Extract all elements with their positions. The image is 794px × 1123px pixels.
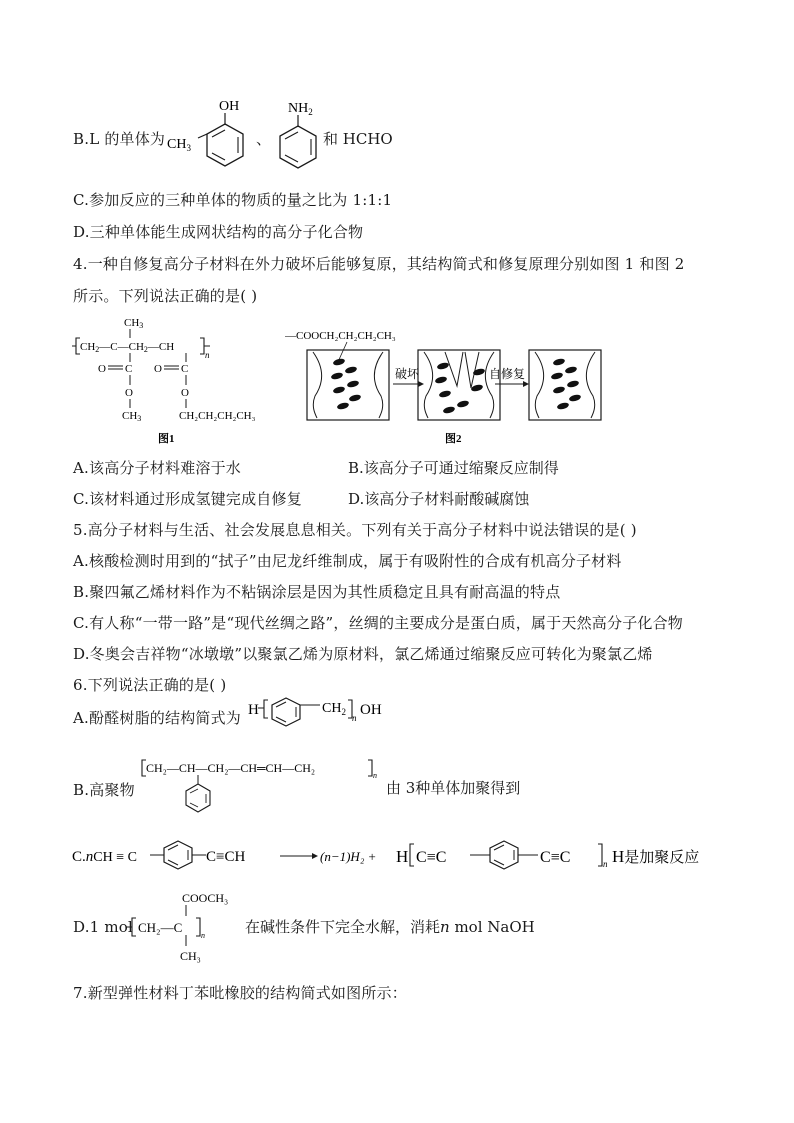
q6-optC-reaction [72, 834, 722, 878]
svg-text:COOCH₃: COOCH₃ [182, 891, 229, 905]
figure-1-polymer [72, 312, 282, 447]
svg-text:O: O [181, 387, 189, 399]
q4-stem-line1: 4.一种自修复高分子材料在外力破坏后能够复原，其结构简式和修复原理分别如图 1 和图 2 [73, 255, 685, 273]
svg-text:O: O [125, 387, 133, 399]
svg-text:OH: OH [360, 702, 382, 718]
q4-optA: A.该高分子材料难溶于水 [73, 459, 242, 477]
svg-text:n: n [352, 713, 357, 723]
svg-text:C≡C: C≡C [416, 849, 447, 866]
o-cresol-structure [165, 96, 255, 176]
q3-optB-prefix: B.L 的单体为 [73, 130, 166, 148]
svg-text:CH3: CH3 [124, 317, 144, 330]
q5-optD: D.冬奥会吉祥物“冰墩墩”以聚氯乙烯为原材料，氯乙烯通过缩聚反应可转化为聚氯乙烯 [73, 645, 653, 663]
svg-text:CH3: CH3 [122, 410, 142, 423]
svg-text:O: O [154, 363, 162, 375]
svg-text:O: O [98, 363, 106, 375]
q4-optD: D.该高分子材料耐酸碱腐蚀 [348, 490, 530, 508]
separator: 、 [256, 130, 272, 148]
svg-text:CH₂CH₂CH₂CH₃: CH₂CH₂CH₂CH₃ [179, 410, 256, 422]
svg-text:CH₂—C: CH₂—C [138, 920, 183, 935]
svg-text:CH₃: CH₃ [180, 949, 201, 963]
q4-optC: C.该材料通过形成氢键完成自修复 [73, 490, 302, 508]
svg-text:n: n [373, 771, 377, 780]
nh2-label: $NH_2$ [288, 101, 313, 117]
q6-optD-prefix: D.1 mol [73, 918, 134, 936]
svg-text:n: n [201, 931, 205, 940]
svg-text:H是加聚反应: H是加聚反应 [612, 847, 700, 866]
svg-text:C≡CH: C≡CH [206, 849, 246, 865]
svg-text:C.nCH ≡ C: C.nCH ≡ C [72, 849, 137, 865]
figure-2-self-repair [285, 326, 605, 448]
svg-text:H: H [248, 702, 259, 718]
svg-text:自修复: 自修复 [489, 367, 526, 381]
svg-text:H: H [396, 847, 409, 866]
svg-text:CH2—C—CH2—CH: CH2—C—CH2—CH [80, 341, 175, 354]
q3-optB-suffix: 和 HCHO [323, 130, 393, 148]
oh-label: OH [219, 99, 240, 114]
q4-optB: B.该高分子可通过缩聚反应制得 [348, 459, 559, 477]
svg-text:(n−1)H₂ +: (n−1)H₂ + [320, 849, 377, 864]
q5-optA: A.核酸检测时用到的“拭子”由尼龙纤维制成，属于有吸附性的合成有机高分子材料 [73, 552, 622, 570]
q3-optD: D.三种单体能生成网状结构的高分子化合物 [73, 223, 364, 241]
svg-text:—COOCH₂CH₂CH₂CH₃: —COOCH₂CH₂CH₂CH₃ [285, 330, 396, 342]
q6-optB-suffix: 由 3种单体加聚得到 [386, 779, 521, 797]
svg-text:C: C [125, 363, 133, 375]
svg-text:破坏: 破坏 [395, 367, 420, 381]
svg-text:图2: 图2 [445, 433, 462, 445]
svg-text:n: n [603, 859, 608, 869]
svg-text:n: n [205, 350, 210, 360]
polymer-d-structure [126, 886, 231, 968]
svg-text:C≡C: C≡C [540, 849, 571, 866]
q5-optB: B.聚四氟乙烯材料作为不粘锅涂层是因为其性质稳定且具有耐高温的特点 [73, 583, 561, 601]
aniline-structure [268, 96, 328, 176]
q6-optA-prefix: A.酚醛树脂的结构简式为 [73, 709, 242, 727]
q5-optC: C.有人称“一带一路”是“现代丝绸之路”，丝绸的主要成分是蛋白质，属于天然高分子化合物 [73, 614, 683, 632]
q3-optC: C.参加反应的三种单体的物质的量之比为 1:1:1 [73, 191, 393, 209]
q6-optD-text: 在碱性条件下完全水解，消耗n mol NaOH [245, 918, 535, 936]
q4-stem-line2: 所示。下列说法正确的是( ) [73, 287, 258, 305]
q6-optB-prefix: B.高聚物 [73, 781, 135, 799]
q7-stem: 7.新型弹性材料丁苯吡橡胶的结构简式如图所示： [73, 984, 407, 1002]
q6-stem: 6.下列说法正确的是( ) [73, 676, 227, 694]
svg-text:C: C [181, 363, 189, 375]
q5-stem: 5.高分子材料与生活、社会发展息息相关。下列有关于高分子材料中说法错误的是( ) [73, 521, 637, 539]
phenolic-resin-structure [246, 694, 396, 736]
svg-text:CH₂—CH—CH₂—CH═CH—CH₂: CH₂—CH—CH₂—CH═CH—CH₂ [146, 761, 316, 775]
ch3-label: $CH_3$ [167, 137, 191, 153]
svg-text:CH2: $CH_2$ [322, 701, 346, 717]
svg-text:图1: 图1 [158, 433, 175, 445]
polymer-b-structure [140, 756, 385, 820]
